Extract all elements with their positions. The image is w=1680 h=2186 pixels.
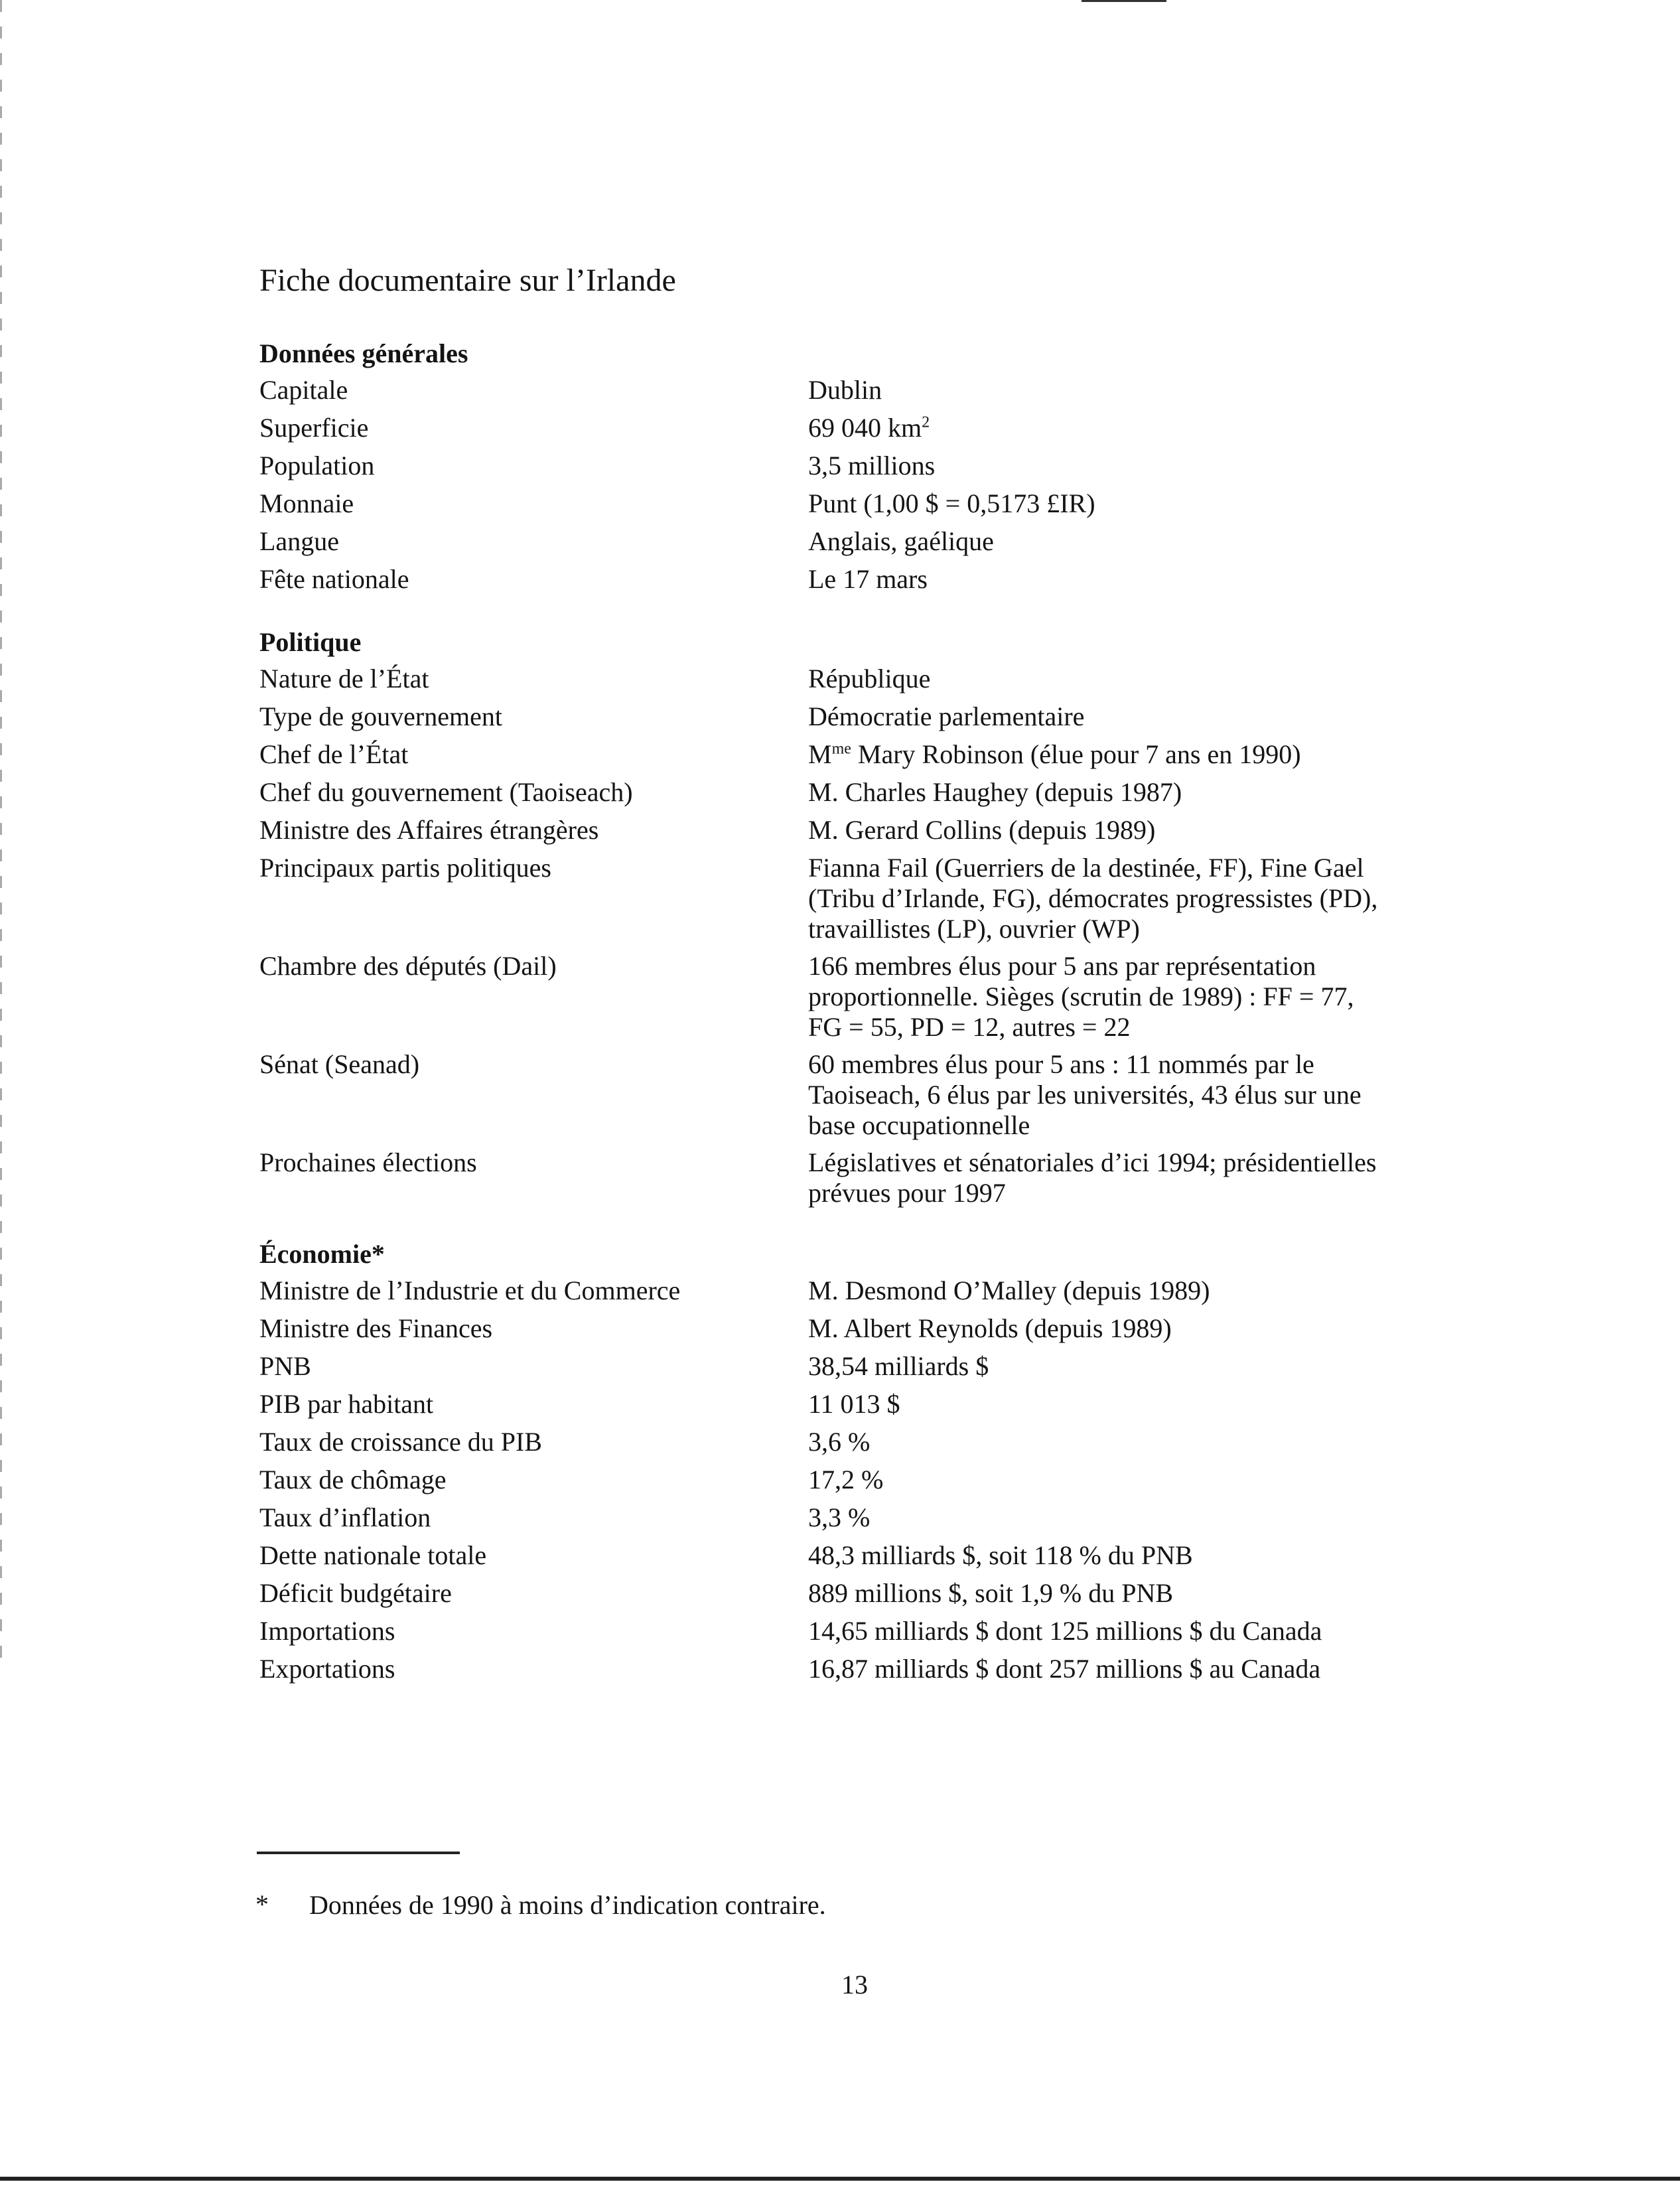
- row-label: Fête nationale: [259, 564, 409, 594]
- row-value: 3,6 %: [808, 1427, 871, 1457]
- row-value: 48,3 milliards $, soit 118 % du PNB: [808, 1540, 1193, 1570]
- bottom-rule: [0, 2177, 1680, 2181]
- row-label: Capitale: [259, 375, 348, 405]
- row-label: Langue: [259, 526, 339, 556]
- row-label: Taux de croissance du PIB: [259, 1427, 542, 1457]
- section-heading-general: Données générales: [259, 338, 468, 368]
- row-label: Ministre des Affaires étrangères: [259, 815, 599, 845]
- row-label: Taux d’inflation: [259, 1502, 431, 1532]
- row-label: Chef du gouvernement (Taoiseach): [259, 777, 633, 807]
- row-value: 889 millions $, soit 1,9 % du PNB: [808, 1578, 1174, 1608]
- row-value: [808, 413, 1472, 443]
- page-title: Fiche documentaire sur l’Irlande: [259, 263, 676, 298]
- section-heading-economy: Économie*: [259, 1239, 385, 1269]
- value-line: FG = 55, PD = 12, autres = 22: [808, 1012, 1131, 1042]
- row-label: Type de gouvernement: [259, 701, 502, 731]
- row-value: 3,3 %: [808, 1502, 871, 1532]
- row-value: République: [808, 664, 931, 693]
- row-value: M. Albert Reynolds (depuis 1989): [808, 1313, 1172, 1343]
- row-value: Punt (1,00 $ = 0,5173 £IR): [808, 488, 1095, 518]
- value-line: proportionnelle. Sièges (scrutin de 1989) : FF = 77,: [808, 982, 1354, 1011]
- value-line: prévues pour 1997: [808, 1178, 1006, 1208]
- value-text: 69 040 km: [808, 413, 922, 443]
- superscript: me: [831, 740, 851, 758]
- value-text: Mary Robinson (élue pour 7 ans en 1990): [851, 739, 1301, 769]
- row-value: Démocratie parlementaire: [808, 701, 1085, 731]
- row-label: Chef de l’État: [259, 739, 409, 769]
- row-label: PIB par habitant: [259, 1389, 434, 1419]
- row-value: [808, 853, 1472, 944]
- row-value: Dublin: [808, 375, 882, 405]
- row-label: Monnaie: [259, 488, 354, 518]
- value-line: (Tribu d’Irlande, FG), démocrates progressistes (PD),: [808, 883, 1378, 913]
- row-label: Principaux partis politiques: [259, 853, 551, 883]
- footnote-text: Données de 1990 à moins d’indication contraire.: [309, 1890, 826, 1920]
- row-label: Ministre des Finances: [259, 1313, 493, 1343]
- footnote-rule: [257, 1852, 460, 1854]
- row-label: Population: [259, 451, 375, 480]
- row-label: Chambre des députés (Dail): [259, 951, 557, 981]
- value-line: travaillistes (LP), ouvrier (WP): [808, 914, 1140, 944]
- superscript: 2: [922, 413, 930, 431]
- row-label: Superficie: [259, 413, 369, 443]
- row-value: M. Desmond O’Malley (depuis 1989): [808, 1275, 1210, 1305]
- row-value: 14,65 milliards $ dont 125 millions $ du Canada: [808, 1616, 1322, 1646]
- scan-edge: [0, 0, 2, 1659]
- row-value: 11 013 $: [808, 1389, 900, 1419]
- row-value: Anglais, gaélique: [808, 526, 994, 556]
- value-line: Législatives et sénatoriales d’ici 1994; présidentielles: [808, 1147, 1377, 1177]
- value-line: 60 membres élus pour 5 ans : 11 nommés par le: [808, 1049, 1314, 1079]
- row-value: Le 17 mars: [808, 564, 928, 594]
- row-label: Nature de l’État: [259, 664, 429, 693]
- row-value: M. Charles Haughey (depuis 1987): [808, 777, 1182, 807]
- row-value: [808, 1049, 1472, 1141]
- top-rule: [1082, 0, 1166, 2]
- value-line: base occupationnelle: [808, 1110, 1030, 1140]
- row-label: Importations: [259, 1616, 395, 1646]
- section-heading-politics: Politique: [259, 627, 362, 657]
- value-line: Fianna Fail (Guerriers de la destinée, FF), Fine Gael: [808, 853, 1364, 883]
- row-value: [808, 951, 1472, 1043]
- row-label: Dette nationale totale: [259, 1540, 487, 1570]
- row-value: 16,87 milliards $ dont 257 millions $ au Canada: [808, 1654, 1321, 1684]
- value-line: 166 membres élus pour 5 ans par représentation: [808, 951, 1316, 981]
- row-value: 17,2 %: [808, 1465, 884, 1494]
- row-label: Sénat (Seanad): [259, 1049, 420, 1079]
- row-value: M. Gerard Collins (depuis 1989): [808, 815, 1156, 845]
- row-value: 38,54 milliards $: [808, 1351, 989, 1381]
- row-value: [808, 739, 1472, 770]
- value-prefix: M: [808, 739, 832, 769]
- page-number: 13: [841, 1970, 868, 2000]
- row-label: Déficit budgétaire: [259, 1578, 452, 1608]
- row-label: Ministre de l’Industrie et du Commerce: [259, 1275, 681, 1305]
- row-label: Exportations: [259, 1654, 395, 1684]
- value-line: Taoiseach, 6 élus par les universités, 43 élus sur une: [808, 1080, 1362, 1110]
- footnote-marker: *: [255, 1889, 269, 1919]
- row-label: PNB: [259, 1351, 311, 1381]
- row-label: Taux de chômage: [259, 1465, 447, 1494]
- row-label: Prochaines élections: [259, 1147, 477, 1177]
- row-value: [808, 1147, 1472, 1208]
- row-value: 3,5 millions: [808, 451, 936, 480]
